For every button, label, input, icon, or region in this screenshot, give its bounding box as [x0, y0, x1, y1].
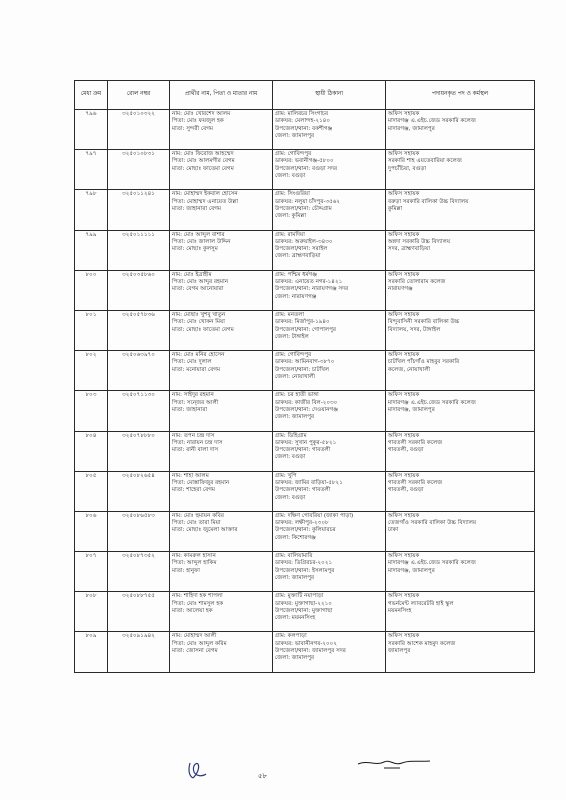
- address-line: গ্রাম: সিংগুরিয়া: [275, 191, 310, 198]
- table-row: [75, 632, 535, 672]
- post-line: গাবতলী সরকারি কলেজ: [388, 479, 443, 486]
- address-line: উপজেলা/থানা: চাটখিল: [275, 366, 330, 373]
- address-line: উপজেলা/থানা: দেওয়ানগঞ্জ: [275, 406, 338, 413]
- address-cell: [273, 391, 386, 431]
- post-cell: [386, 310, 535, 350]
- address-line: জেলা: টাঙ্গাইল: [275, 333, 309, 340]
- address-line: জেলা: জামালপুর: [275, 132, 315, 139]
- merit-cell: ৮০২: [75, 351, 108, 391]
- post-line: অফিস সহায়ক: [388, 231, 420, 238]
- address-cell: [273, 632, 386, 672]
- header-address: স্থায়ী ঠিকানা: [273, 81, 386, 110]
- post-line: অফিস সহায়ক: [388, 271, 420, 278]
- address-line: গ্রাম: গোবিন্দপুর: [275, 352, 312, 359]
- table-row: [75, 270, 535, 310]
- name-line: মাতা: সুন্দরী বেগম: [172, 125, 214, 132]
- name-line: মাতা: জোসনা বেগম: [172, 648, 218, 655]
- address-line: গ্রাম: খুপি: [275, 472, 297, 479]
- name-line: পিতা: মোহাম্মদ এনায়েত উল্লা: [172, 198, 239, 205]
- table-row: [75, 110, 535, 150]
- roll-cell: ৩২৫০১১১১১: [108, 230, 170, 270]
- merit-cell: ৮০৬: [75, 511, 108, 551]
- name-cell: [170, 310, 273, 350]
- post-line: অফিস সহায়ক: [388, 352, 420, 359]
- address-line: উপজেলা/থানা: চৌদ্দগ্রাম: [275, 205, 332, 212]
- name-line: পিতা: মোঃ জালাল উদ্দিন: [172, 238, 231, 245]
- merit-cell: ৮০৩: [75, 391, 108, 431]
- roll-cell: ৩২৫০৭১১৩০: [108, 391, 170, 431]
- name-cell: [170, 552, 273, 592]
- name-line: নাম: মোহাম্মদ ইকবাল হোসেন: [172, 191, 238, 198]
- name-line: নাম: মোঃ খোরশেদ আলম: [172, 111, 231, 117]
- address-line: ডাকঘর: এনায়েত নগর-১৪২১: [275, 279, 343, 286]
- post-line: বিন্দুবাসিনী সরকারি বালিকা উচ্চ: [388, 319, 460, 326]
- address-line: ডাকঘর: মেলান্দহ-২১৪০: [275, 118, 330, 125]
- post-line: কলেজ, নোয়াখালী: [388, 366, 431, 373]
- address-line: ডাকঘর: অরুয়াইল-৩৪৩০: [275, 238, 333, 245]
- name-line: পিতা: মোঃ তারা মিয়া: [172, 520, 221, 527]
- address-line: জেলা: ময়মনসিংহ: [275, 615, 316, 622]
- name-line: মাতা: মনোয়ারা বেগম: [172, 366, 221, 373]
- post-line: বরুড়া সরকারি বালিকা উচ্চ বিদ্যালয়: [388, 198, 469, 205]
- post-line: অফিস সহায়ক: [388, 432, 420, 439]
- post-cell: [386, 632, 535, 672]
- merit-cell: ৮০৫: [75, 471, 108, 511]
- signature-right: [354, 754, 434, 776]
- address-line: ডাকঘর: মুক্তাগাছা-২২১০: [275, 600, 332, 607]
- name-line: পিতা: মোঃ শামসুল হক: [172, 600, 224, 607]
- name-line: পিতা: মোস্তাফিজুর রহমান: [172, 479, 230, 486]
- name-line: পিতা: সন্জের আলী: [172, 399, 219, 406]
- address-line: জেলা: জামালপুর: [275, 574, 315, 581]
- address-line: জেলা: কুমিল্লা: [275, 213, 306, 220]
- table-row: [75, 150, 535, 190]
- candidate-table: [74, 80, 535, 673]
- post-cell: [386, 351, 535, 391]
- merit-cell: ৭৯৬: [75, 110, 108, 150]
- name-cell: [170, 431, 273, 471]
- roll-cell: ৩২৫০৩৫৮৬০: [108, 270, 170, 310]
- address-line: জেলা: নোয়াখালী: [275, 374, 315, 381]
- address-line: ডাকঘর: নলুয়া চাঁদপুর-৩৫৬২: [275, 198, 341, 205]
- address-line: গ্রাম: গোবিন্দপুর: [275, 151, 312, 158]
- address-line: উপজেলা/থানা: মুক্তাগাছা: [275, 607, 333, 614]
- name-cell: [170, 110, 273, 150]
- post-line: গাবতলী, বগুড়া: [388, 487, 424, 494]
- post-line: দুপচাঁচিয়া, বগুড়া: [388, 165, 427, 172]
- post-line: অফিস সহায়ক: [388, 512, 420, 519]
- roll-cell: ৩২৫০১০৮৩১: [108, 150, 170, 190]
- post-line: তেজগাঁও সরকারি বালিকা উচ্চ বিদ্যালয়: [388, 520, 477, 527]
- table-body: [75, 110, 535, 673]
- post-cell: [386, 511, 535, 551]
- address-line: ডাকঘর: ভাবানীনগর-২০০২: [275, 640, 337, 647]
- address-cell: [273, 471, 386, 511]
- post-line: সদর, ব্রাহ্মণবাড়িয়া: [388, 246, 431, 253]
- address-cell: [273, 351, 386, 391]
- address-line: জেলা: বগুড়া: [275, 494, 306, 501]
- post-cell: [386, 110, 535, 150]
- post-line: গাবতলী, বগুড়া: [388, 447, 424, 454]
- table-row: [75, 351, 535, 391]
- post-line: বিদ্যালয়, সদর, টাঙ্গাইল: [388, 326, 441, 333]
- table-row: [75, 431, 535, 471]
- name-line: পিতা: মোঃ আলমগীর বেগম: [172, 158, 235, 165]
- post-line: মাদারগঞ্জ, জামালপুর: [388, 125, 435, 132]
- address-line: উপজেলা/থানা: জামালপুর সদর: [275, 648, 346, 655]
- post-line: অফিস সহায়ক: [388, 111, 420, 117]
- name-line: পিতা: আব্দুল হাকিম: [172, 560, 217, 567]
- post-line: সরকারি শাহ এয়তেবারিয়া কলেজ: [388, 158, 462, 165]
- address-cell: [273, 552, 386, 592]
- address-line: জেলা: নারায়ণগঞ্জ: [275, 293, 317, 300]
- post-line: চাটখিল পাঁচগাঁও মাহবুব সরকারি: [388, 359, 460, 366]
- name-line: নাম: মোঃ আব্দুল বাশার: [172, 231, 225, 238]
- post-line: অফিস সহায়ক: [388, 553, 420, 560]
- post-line: জামালপুর: [388, 648, 411, 655]
- address-line: গ্রাম: কলপাড়া: [275, 633, 307, 640]
- post-line: অফিস সহায়ক: [388, 593, 420, 600]
- address-line: গ্রাম: মনতলা: [275, 311, 305, 318]
- address-cell: [273, 110, 386, 150]
- address-line: উপজেলা/থানা: ইসলামপুর: [275, 567, 335, 574]
- name-cell: [170, 230, 273, 270]
- name-line: মাতা: শাহেরা বেগম: [172, 487, 215, 494]
- name-cell: [170, 150, 273, 190]
- post-line: কুমিল্লা: [388, 205, 403, 212]
- table-row: [75, 511, 535, 551]
- table-row: [75, 190, 535, 230]
- name-cell: [170, 351, 273, 391]
- post-cell: [386, 391, 535, 431]
- address-line: উপজেলা/থানা: গাবতলী: [275, 447, 331, 454]
- roll-cell: ৩২৫০৬৩৯৭০: [108, 351, 170, 391]
- roll-cell: ৩২৫০৯১৯৪২: [108, 632, 170, 672]
- post-line: অফিস সহায়ক: [388, 472, 420, 479]
- signature-left: [184, 760, 210, 782]
- address-line: গ্রাম: মালিরচর সিংগাচর: [275, 111, 329, 117]
- name-line: নাম: মোছাঃ খুশবু খাতুন: [172, 311, 226, 318]
- name-line: নাম: শাহা আলম: [172, 472, 209, 479]
- post-cell: [386, 431, 535, 471]
- post-line: মাদারগঞ্জ, জামালপুর: [388, 567, 435, 574]
- address-line: জেলা: ব্রাহ্মণবাড়িয়া: [275, 253, 321, 260]
- name-line: মাতা: মোছাঃ ফাতেমা বেগম: [172, 326, 234, 333]
- address-cell: [273, 592, 386, 632]
- address-cell: [273, 270, 386, 310]
- name-cell: [170, 270, 273, 310]
- name-line: মাতা: জাহানারা: [172, 406, 208, 413]
- post-line: অফিস সহায়ক: [388, 633, 420, 640]
- post-line: ময়মনসিংহ: [388, 607, 412, 614]
- address-line: ডাকঘর: সুখান পুকুর-৫৮২১: [275, 439, 337, 446]
- address-cell: [273, 511, 386, 551]
- post-cell: [386, 230, 535, 270]
- post-line: অফিস সহায়ক: [388, 392, 420, 399]
- page-number: ৫৮: [258, 772, 268, 780]
- table-row: [75, 471, 535, 511]
- address-line: ডাকঘর: লক্ষীপুর-২৩০৮: [275, 520, 329, 527]
- roll-cell: ৩২৫০৮২৬৫৪: [108, 471, 170, 511]
- name-line: মাতা: মোছাঃ কুলসুম: [172, 246, 218, 253]
- header-post: পদায়নকৃত পদ ও কর্মস্থল: [386, 81, 535, 110]
- roll-cell: ৩২৫০১১২৪১: [108, 190, 170, 230]
- header-roll: রোল নম্বর: [108, 81, 170, 110]
- table-row: [75, 552, 535, 592]
- name-line: মাতা: হানুফা: [172, 567, 200, 574]
- merit-cell: ৮০৭: [75, 552, 108, 592]
- name-cell: [170, 471, 273, 511]
- post-line: সরকারি তোলারাম কলেজ: [388, 279, 446, 286]
- address-line: গ্রাম: বালিয়ামারি: [275, 553, 313, 560]
- name-line: নাম: কামরুল হাসান: [172, 553, 216, 560]
- address-line: জেলা: জামালপুর: [275, 414, 315, 421]
- post-cell: [386, 150, 535, 190]
- name-line: নাম: মোহাম্মদ আলী: [172, 633, 217, 640]
- post-line: নারায়ণগঞ্জ: [388, 286, 413, 293]
- table-row: [75, 391, 535, 431]
- post-line: মাদারগঞ্জ এ.এইচ.জেড সরকারি কলেজ: [388, 399, 476, 406]
- address-line: জেলা: জামালপুর: [275, 655, 315, 662]
- address-cell: [273, 230, 386, 270]
- post-cell: [386, 190, 535, 230]
- merit-cell: ৭৯৭: [75, 150, 108, 190]
- address-line: ডাকঘর: জামির বাড়িয়া-৫৮২১: [275, 479, 343, 486]
- address-line: গ্রাম: পশ্চিম ধর্মগঞ্জ: [275, 271, 317, 278]
- table-row: [75, 230, 535, 270]
- name-cell: [170, 632, 273, 672]
- name-line: নাম: মোঃ মনির হোসেন: [172, 352, 225, 359]
- name-cell: [170, 592, 273, 632]
- address-line: ডাকঘর: আমিনবাগ-৩৮৭০: [275, 359, 335, 366]
- address-line: জেলা: বগুড়া: [275, 173, 306, 180]
- name-line: পিতা: নারায়ন চন্দ্র দাস: [172, 439, 223, 446]
- merit-cell: ৮০৪: [75, 431, 108, 471]
- name-line: নাম: মোঃ ফিরোজ আহম্মেদ: [172, 151, 234, 158]
- post-line: সরকারি আশেক মাহমুদ কলেজ: [388, 640, 456, 647]
- address-cell: [273, 190, 386, 230]
- post-cell: [386, 552, 535, 592]
- name-cell: [170, 190, 273, 230]
- header-name: প্রার্থীর নাম, পিতা ও মাতার নাম: [170, 81, 273, 110]
- post-line: অফিস সহায়ক: [388, 151, 420, 158]
- address-line: ডাকঘর: ডিগ্রিরচর-২০২১: [275, 560, 333, 567]
- address-line: উপজেলা/থানা: বগুড়া সদর: [275, 165, 338, 172]
- table-row: [75, 592, 535, 632]
- name-line: মাতা: মোছাঃ জুমেলা আক্তার: [172, 527, 238, 534]
- post-line: অফিস সহায়ক: [388, 311, 420, 318]
- roll-cell: ৩২৫০১০৩২২: [108, 110, 170, 150]
- address-line: জেলা: কিশোরগঞ্জ: [275, 534, 316, 541]
- roll-cell: ৩২৫০৮৮৭৫৫: [108, 592, 170, 632]
- name-line: মাতা: রানী বালা দাস: [172, 447, 219, 454]
- post-line: ঢাকা: [388, 527, 399, 534]
- address-cell: [273, 310, 386, 350]
- address-cell: [273, 150, 386, 190]
- address-line: উপজেলা/থানা: গোপালপুর: [275, 326, 336, 333]
- roll-cell: ৩২৫০৮৭৩৫২: [108, 552, 170, 592]
- address-line: ডাকঘর: মির্জাপুর-১৯৪০: [275, 319, 330, 326]
- address-line: গ্রাম: দক্ষিণ গোবরিয়া (জাকা পাড়া): [275, 512, 354, 519]
- address-line: জেলা: বগুড়া: [275, 454, 306, 461]
- name-line: নাম: তপন চন্দ্র দাস: [172, 432, 215, 439]
- post-line: অন্নদা সরকারি উচ্চ বিদ্যালয়: [388, 238, 451, 245]
- address-line: ডাকঘর: ভবানীগঞ্জ-৫৮০০: [275, 158, 334, 165]
- address-line: গ্রাম: মুক্তাটি নয়াপাড়া: [275, 593, 324, 600]
- name-line: নাম: মোঃ হুমায়ন কবির: [172, 512, 224, 519]
- roll-cell: ৩২৫০৮৬৫৮৩: [108, 511, 170, 551]
- address-cell: [273, 431, 386, 471]
- address-line: উপজেলা/থানা: নারায়ণগঞ্জ সদর: [275, 286, 349, 293]
- post-cell: [386, 270, 535, 310]
- merit-cell: ৮০৯: [75, 632, 108, 672]
- address-line: উপজেলা/থানা: বকশীগঞ্জ: [275, 125, 333, 132]
- name-line: মাতা: জাহানারা বেগম: [172, 205, 221, 212]
- address-line: গ্রাম: রামদিয়া: [275, 231, 305, 238]
- name-cell: [170, 391, 273, 431]
- name-line: পিতা: মোঃ ফয়জুল হক: [172, 118, 224, 125]
- name-line: পিতা: মোঃ খোকন মিয়া: [172, 319, 225, 326]
- merit-cell: ৮০১: [75, 310, 108, 350]
- name-line: নাম: সাইদুর রহমান: [172, 392, 214, 399]
- address-line: উপজেলা/থানা: গাবতলী: [275, 487, 331, 494]
- address-line: উপজেলা/থানা: সরাইল: [275, 246, 328, 253]
- merit-cell: ৭৯৮: [75, 190, 108, 230]
- name-line: পিতা: মোঃ আব্দুর রহমান: [172, 279, 229, 286]
- address-line: গ্রাম: চর হাতী ভাঙ্গা: [275, 392, 319, 399]
- table-row: [75, 310, 535, 350]
- table-header-row: [75, 81, 535, 110]
- post-line: গভর্নমেন্ট ল্যাবরেটরি হাই স্কুল: [388, 600, 454, 607]
- post-line: মাদারগঞ্জ, জামালপুর: [388, 406, 435, 413]
- roll-cell: ৩২৫০৭৮৮৮০: [108, 431, 170, 471]
- name-line: মাতা: আলেয়া হক: [172, 607, 213, 614]
- address-line: গ্রাম: ডিহিগ্রাম: [275, 432, 307, 439]
- name-line: নাম: শাহিদা হক শাপলা: [172, 593, 223, 600]
- name-line: পিতা: মোঃ আব্দুল করিম: [172, 640, 227, 647]
- header-merit: মেধা ক্রম: [75, 81, 108, 110]
- merit-cell: ৮০০: [75, 270, 108, 310]
- post-line: মাদারগঞ্জ এ.এইচ.জেড সরকারি কলেজ: [388, 560, 476, 567]
- name-line: নাম: মোঃ ইব্রাহীম: [172, 271, 212, 278]
- post-line: অফিস সহায়ক: [388, 191, 420, 198]
- merit-cell: ৮০৮: [75, 592, 108, 632]
- post-cell: [386, 471, 535, 511]
- name-line: মাতা: বেগম আনোয়ারা: [172, 286, 224, 293]
- address-line: ডাকঘর: কাজীর বিল-২০৩০: [275, 399, 338, 406]
- merit-cell: ৭৯৯: [75, 230, 108, 270]
- name-cell: [170, 511, 273, 551]
- address-line: উপজেলা/থানা: কুলিয়ারচর: [275, 527, 336, 534]
- name-line: পিতা: মোঃ দুলাল: [172, 359, 212, 366]
- post-cell: [386, 592, 535, 632]
- roll-cell: ৩২৫০৫৭৮৩৬: [108, 310, 170, 350]
- post-line: গাবতলী সরকারি কলেজ: [388, 439, 443, 446]
- name-line: মাতা: মোছাঃ ফাতেমা বেগম: [172, 165, 234, 172]
- post-line: মাদারগঞ্জ এ.এইচ.জেড সরকারি কলেজ: [388, 118, 476, 125]
